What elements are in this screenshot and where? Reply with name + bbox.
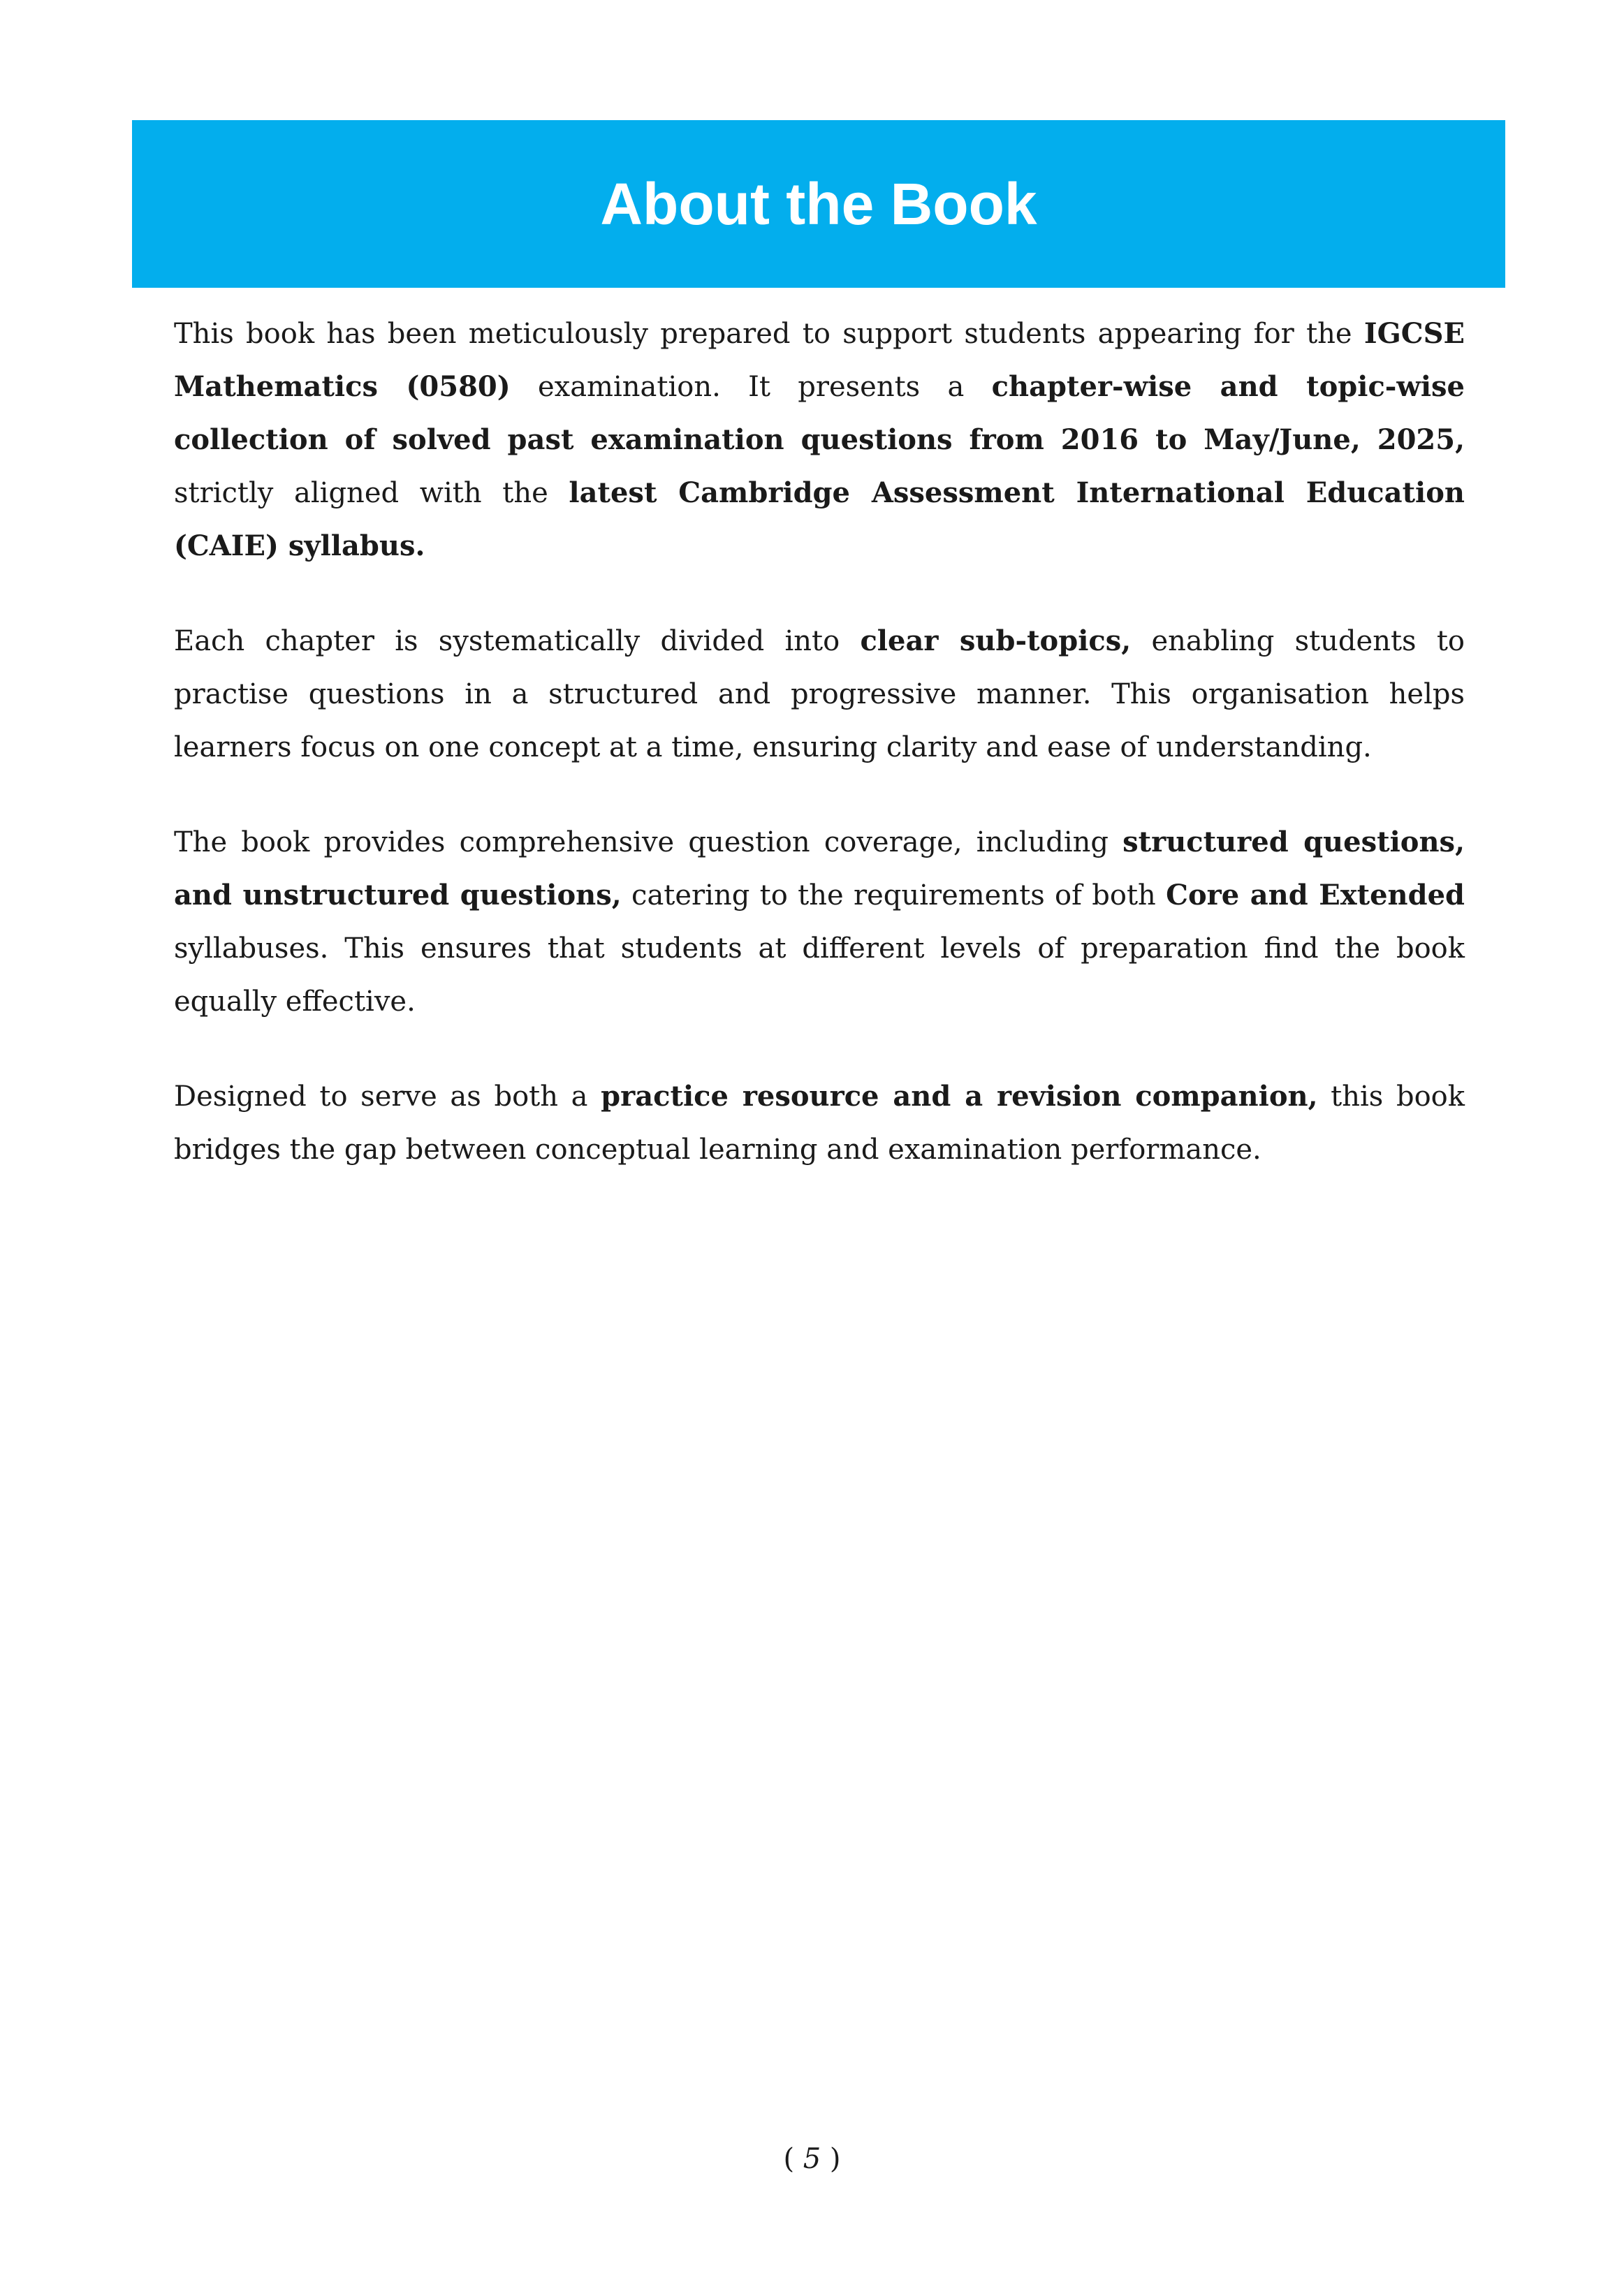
bold-text: practice resource and a revision companion, <box>601 1080 1318 1113</box>
bold-text: clear sub-topics, <box>860 624 1132 657</box>
text-run: strictly aligned with the <box>174 477 569 509</box>
text-run: this book bridges the gap between conceptual learning and examination performance. <box>174 1081 1465 1166</box>
paragraph <box>174 1070 1465 1176</box>
text-run: examination. It presents a <box>510 371 992 403</box>
page-number-close: ) <box>821 2143 841 2175</box>
bold-text: latest Cambridge Assessment International Education (CAIE) syllabus. <box>174 476 1465 562</box>
text-run: syllabuses. This ensures that students at different levels of preparation find the book equally effective. <box>174 932 1465 1018</box>
text-run: The book provides comprehensive question coverage, including <box>174 826 1123 858</box>
paragraph <box>174 816 1465 1028</box>
paragraph <box>174 307 1465 573</box>
page-number-open: ( <box>783 2143 803 2175</box>
body-text <box>174 307 1465 1218</box>
text-run: Each chapter is systematically divided into <box>174 625 861 657</box>
bold-text: chapter-wise and topic-wise collection of solved past examination questions from 2016 to May/June, 2025, <box>174 370 1465 456</box>
page-number <box>0 2143 1624 2175</box>
text-run: enabling students to practise questions in a structured and progressive manner. This organisation helps learners focus on one concept at a time, ensuring clarity and ease of understanding. <box>174 625 1465 763</box>
text-run: This book has been meticulously prepared to support students appearing for the <box>174 318 1364 350</box>
page-number-value: 5 <box>803 2143 821 2175</box>
text-run: Designed to serve as both a <box>174 1081 601 1113</box>
page-title: About the Book <box>600 170 1037 237</box>
bold-text: Core and Extended <box>1166 879 1465 912</box>
paragraph <box>174 615 1465 774</box>
title-banner <box>132 120 1505 288</box>
text-run: catering to the requirements of both <box>621 879 1166 912</box>
bold-text: structured questions, and unstructured questions, <box>174 826 1465 912</box>
bold-text: IGCSE Mathematics (0580) <box>174 317 1465 403</box>
